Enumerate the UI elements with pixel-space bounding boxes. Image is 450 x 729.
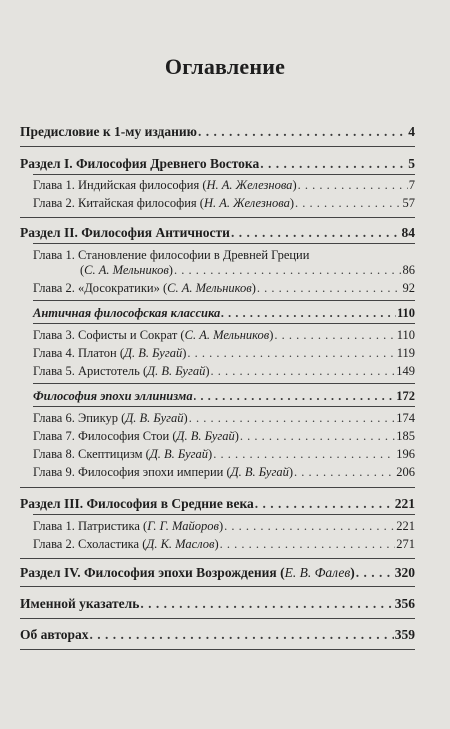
divider <box>20 487 415 488</box>
toc-entry-s2-ch1-author <box>80 263 415 278</box>
paren: ) <box>292 178 297 192</box>
divider <box>33 174 415 175</box>
toc-subsection-hellenism[interactable] <box>33 389 415 404</box>
dot-leader <box>194 389 396 404</box>
dot-leader <box>198 124 407 140</box>
entry-page: 196 <box>396 447 415 461</box>
divider <box>33 406 415 407</box>
chapter-author: Д. В. Бугай <box>176 429 235 443</box>
entry-page: 172 <box>396 389 415 403</box>
toc-entry-authors[interactable] <box>20 627 415 643</box>
chapter-number: Глава 5. <box>33 364 75 378</box>
paren: ) <box>289 196 295 210</box>
entry-label <box>80 263 173 278</box>
entry-page: 221 <box>394 496 415 511</box>
entry-page: 84 <box>401 225 415 240</box>
dot-leader <box>224 519 395 534</box>
chapter-title: Эпикур ( <box>77 411 126 425</box>
toc-entry-s2-ch8[interactable] <box>33 447 415 462</box>
dot-leader <box>90 627 394 643</box>
divider <box>20 649 415 650</box>
toc-entry-s3-ch1[interactable] <box>33 519 415 534</box>
chapter-number: Глава 8. <box>33 447 75 461</box>
dot-leader <box>356 565 394 581</box>
dot-leader <box>295 196 401 211</box>
toc-section-4[interactable] <box>20 565 415 581</box>
chapter-number: Глава 6. <box>33 411 75 425</box>
entry-page: 110 <box>396 328 415 342</box>
entry-page: 356 <box>394 596 415 611</box>
paren: ( <box>80 263 85 277</box>
chapter-author: Г. Г. Майоров <box>147 519 219 533</box>
entry-label <box>20 565 355 581</box>
entry-page: 359 <box>394 627 415 642</box>
toc-entry-s2-ch5[interactable] <box>33 364 415 379</box>
entry-page: 92 <box>402 281 415 295</box>
entry-label <box>33 281 256 296</box>
entry-label <box>33 519 223 534</box>
toc-entry-s1-ch1[interactable] <box>33 178 415 193</box>
chapter-title: Софисты и Сократ ( <box>77 328 185 342</box>
paren: ) <box>218 519 224 533</box>
dot-leader <box>274 328 395 343</box>
entry-page: 221 <box>396 519 415 533</box>
divider <box>20 586 415 587</box>
dot-leader <box>298 178 408 193</box>
subsection-label: Философия эпохи эллинизма <box>33 389 193 403</box>
paren: ) <box>288 465 294 479</box>
entry-label <box>33 429 239 444</box>
chapter-number: Глава 1. <box>33 178 75 192</box>
entry-page: 206 <box>396 465 415 479</box>
entry-label: Раздел II. Философия Античности <box>20 225 230 240</box>
divider <box>20 217 415 218</box>
dot-leader <box>255 496 394 512</box>
entry-page: 271 <box>396 537 415 551</box>
toc-entry-s2-ch6[interactable] <box>33 411 415 426</box>
entry-page: 86 <box>402 263 415 277</box>
paren: ) <box>214 537 219 551</box>
entry-label <box>33 346 186 361</box>
chapter-author: Д. В. Бугай <box>124 346 183 360</box>
dot-leader <box>240 429 395 444</box>
entry-label: Раздел III. Философия в Средние века <box>20 496 254 511</box>
chapter-author: С. А. Мельников <box>167 281 252 295</box>
dot-leader <box>231 225 401 241</box>
divider <box>33 323 415 324</box>
entry-label: Об авторах <box>20 627 89 642</box>
entry-label <box>33 537 219 552</box>
entry-page: 57 <box>402 196 415 210</box>
toc-entry-index[interactable] <box>20 596 415 612</box>
paren: ) <box>182 346 187 360</box>
chapter-number: Глава 2. <box>33 537 75 551</box>
entry-label <box>33 411 188 426</box>
chapter-title: Философия Стои ( <box>77 429 177 443</box>
entry-label <box>33 447 212 462</box>
entry-page: 185 <box>396 429 415 443</box>
chapter-number: Глава 1. <box>33 519 75 533</box>
entry-label <box>33 196 294 211</box>
toc-section-2[interactable] <box>20 225 415 241</box>
chapter-title: Китайская философия ( <box>77 196 204 210</box>
dot-leader <box>294 465 395 480</box>
toc-entry-s2-ch2[interactable] <box>33 281 415 296</box>
section-title: Раздел IV. Философия эпохи Возрождения ( <box>20 565 285 580</box>
chapter-title: Патристика ( <box>77 519 148 533</box>
chapter-title: Скептицизм ( <box>77 447 150 461</box>
toc-entry-s2-ch9[interactable] <box>33 465 415 480</box>
entry-page: 4 <box>408 124 415 139</box>
chapter-number: Глава 2. <box>33 281 75 295</box>
entry-page: 5 <box>408 156 415 171</box>
divider <box>33 300 415 301</box>
divider <box>33 514 415 515</box>
chapter-number: Глава 1. <box>33 248 75 262</box>
chapter-number: Глава 3. <box>33 328 75 342</box>
chapter-author: Н. А. Железнова <box>206 178 293 192</box>
paren: ) <box>350 565 355 580</box>
dot-leader <box>140 596 393 612</box>
toc-entry-s1-ch2[interactable] <box>33 196 415 211</box>
chapter-author: Д. В. Бугай <box>147 364 206 378</box>
toc-entry-s2-ch3[interactable] <box>33 328 415 343</box>
dot-leader <box>221 306 396 321</box>
paren: ) <box>251 281 256 295</box>
entry-label <box>33 178 297 193</box>
paren: ) <box>234 429 239 443</box>
toc-entry-s3-ch2[interactable] <box>33 537 415 552</box>
dot-leader <box>257 281 402 296</box>
divider <box>20 146 415 147</box>
entry-label <box>33 364 210 379</box>
toc-section-3[interactable] <box>20 496 415 512</box>
dot-leader <box>189 411 396 426</box>
entry-label <box>33 328 273 343</box>
chapter-title: Схоластика ( <box>77 537 147 551</box>
dot-leader <box>187 346 395 361</box>
chapter-number: Глава 7. <box>33 429 75 443</box>
chapter-author: Д. К. Маслов <box>146 537 215 551</box>
entry-page: 119 <box>396 346 415 360</box>
chapter-author: С. А. Мельников <box>84 263 169 277</box>
chapter-author: Д. В. Бугай <box>149 447 209 461</box>
divider <box>33 243 415 244</box>
chapter-author: Д. В. Бугай <box>230 465 289 479</box>
chapter-number: Глава 9. <box>33 465 75 479</box>
chapter-title: Аристотель ( <box>77 364 148 378</box>
dot-leader <box>220 537 396 552</box>
divider <box>20 618 415 619</box>
paren: ) <box>183 411 188 425</box>
entry-page: 110 <box>396 306 415 320</box>
subsection-label: Античная философская классика <box>33 306 221 320</box>
entry-label: Раздел I. Философия Древнего Востока <box>20 156 260 171</box>
toc-subsection-classics[interactable] <box>33 306 415 321</box>
toc-entry-s2-ch4[interactable] <box>33 346 415 361</box>
toc-entry-preface[interactable] <box>20 124 415 140</box>
chapter-author: С. А. Мельников <box>184 328 270 342</box>
paren: ) <box>205 364 210 378</box>
dot-leader <box>260 156 407 172</box>
chapter-title: Становление философии в Древней Греции <box>77 248 310 262</box>
chapter-number: Глава 4. <box>33 346 75 360</box>
paren: ) <box>168 263 173 277</box>
entry-page: 149 <box>396 364 415 378</box>
page-title: Оглавление <box>164 54 286 79</box>
entry-label: Предисловие к 1-му изданию <box>20 124 197 139</box>
dot-leader <box>174 263 402 278</box>
entry-page: 7 <box>408 178 415 192</box>
divider <box>33 383 415 384</box>
entry-page: 174 <box>396 411 415 425</box>
chapter-author: Д. В. Бугай <box>125 411 184 425</box>
toc-section-1[interactable] <box>20 156 415 172</box>
chapter-title: Индийская философия ( <box>77 178 207 192</box>
toc-entry-s2-ch1[interactable] <box>33 248 309 263</box>
dot-leader <box>213 447 395 462</box>
section-author: Е. В. Фалев <box>284 565 351 580</box>
chapter-author: Н. А. Железнова <box>203 196 290 210</box>
chapter-title: Философия эпохи империи ( <box>77 465 231 479</box>
entry-label <box>33 465 293 480</box>
divider <box>20 558 415 559</box>
entry-page: 320 <box>394 565 415 580</box>
dot-leader <box>211 364 396 379</box>
chapter-number: Глава 2. <box>33 196 75 210</box>
paren: ) <box>208 447 213 461</box>
chapter-title: Платон ( <box>77 346 124 360</box>
chapter-title: «Досократики» ( <box>77 281 168 295</box>
entry-label: Именной указатель <box>20 596 140 611</box>
paren: ) <box>269 328 274 342</box>
toc-entry-s2-ch7[interactable] <box>33 429 415 444</box>
